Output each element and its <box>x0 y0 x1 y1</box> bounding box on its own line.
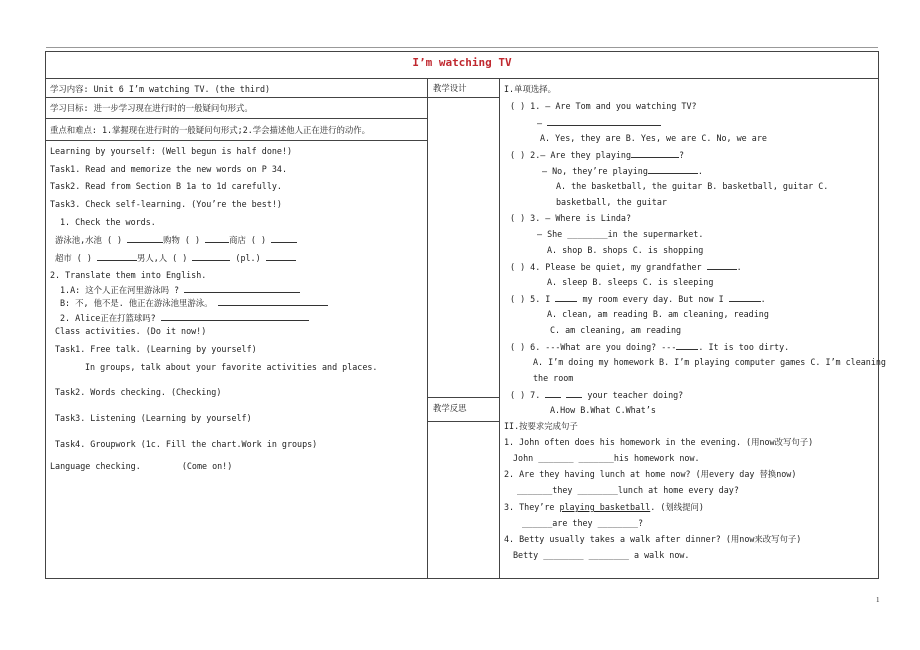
question-7: ( ) 7. your teacher doing? <box>510 390 684 400</box>
translate-1b: B: 不, 他不是. 他正在游泳池里游泳。 <box>60 297 328 308</box>
word-man: 男人,人 ( ) <box>136 253 188 263</box>
task1-free-talk: Task1. Free talk. (Learning by yourself) <box>55 344 257 354</box>
learning-content: 学习内容: Unit 6 I’m watching TV. (the third) <box>50 84 271 94</box>
word-store: 商店 ( ) <box>229 235 267 245</box>
blank-q5a[interactable] <box>555 293 577 302</box>
sentence-3: 3. They’re playing basketball. (划线提问) <box>504 502 704 512</box>
word-plural: (pl.) <box>235 253 261 263</box>
sentence-1-answer: John _______ _______his homework now. <box>513 453 700 463</box>
question-3: ( ) 3. — Where is Linda? <box>510 213 632 223</box>
question-4-options: A. sleep B. sleeps C. is sleeping <box>547 277 714 287</box>
task1-read: Task1. Read and memorize the new words on P 34. <box>50 164 287 174</box>
middle-row-1-bottom <box>428 97 499 98</box>
blank-plural[interactable] <box>266 252 296 261</box>
blank-q4[interactable] <box>707 261 737 270</box>
question-1: ( ) 1. — Are Tom and you watching TV? <box>510 101 697 111</box>
check-words: 1. Check the words. <box>60 217 156 227</box>
teaching-reflection-label: 教学反思 <box>433 403 467 413</box>
teaching-design-label: 教学设计 <box>433 83 467 93</box>
task3-listening: Task3. Listening (Learning by yourself) <box>55 413 252 423</box>
blank-q5b[interactable] <box>729 293 761 302</box>
blank-translate-1a[interactable] <box>184 284 300 293</box>
question-1-answer-line: — <box>537 117 661 128</box>
language-checking: Language checking. (Come on!) <box>50 461 233 471</box>
underlined-phrase: playing basketball <box>559 502 651 512</box>
task2-words-checking: Task2. Words checking. (Checking) <box>55 387 222 397</box>
translate-2: 2. Alice正在打篮球吗? <box>60 312 309 323</box>
question-2-options-cont: basketball, the guitar <box>556 197 667 207</box>
blank-q2b[interactable] <box>648 165 698 174</box>
task3-check: Task3. Check self-learning. (You’re the best!) <box>50 199 282 209</box>
section2-heading: II.按要求完成句子 <box>504 421 578 431</box>
page-number: 1 <box>876 596 880 604</box>
column-divider-1 <box>427 78 428 578</box>
blank-q7a[interactable] <box>545 389 561 398</box>
words-line-1 <box>55 234 297 245</box>
question-2-answer-line: — No, they’re playing . <box>542 166 703 176</box>
blank-store[interactable] <box>271 234 297 243</box>
middle-reflect-bottom <box>428 421 499 422</box>
word-pool: 游泳池,水池 ( ) <box>55 235 123 245</box>
blank-translate-2[interactable] <box>161 312 309 321</box>
question-5-options: A. clean, am reading B. am cleaning, reading <box>547 309 769 319</box>
question-5: ( ) 5. I my room every day. But now I . <box>510 294 766 304</box>
translate-1a: 1.A: 这个人正在河里游泳吗 ? <box>60 284 300 295</box>
sentence-4-answer: Betty ________ ________ a walk now. <box>513 550 690 560</box>
word-shopping: 购物 ( ) <box>163 235 201 245</box>
question-6-options: A. I’m doing my homework B. I’m playing computer games C. I’m cleaning <box>533 357 886 367</box>
sentence-2-answer: _______they ________lunch at home every day? <box>517 485 739 495</box>
sentence-4: 4. Betty usually takes a walk after dinner? (用now来改写句子) <box>504 534 802 544</box>
blank-shopping[interactable] <box>205 234 229 243</box>
section1-heading: I.单项选择。 <box>504 84 556 94</box>
question-4: ( ) 4. Please be quiet, my grandfather . <box>510 262 742 272</box>
question-5-options-cont: C. am cleaning, am reading <box>550 325 682 335</box>
question-3-answer-line: — She ________in the supermarket. <box>537 229 704 239</box>
blank-translate-1b[interactable] <box>218 297 328 306</box>
question-2-options: A. the basketball, the guitar B. basketball, guitar C. <box>556 181 829 191</box>
word-supermarket: 超市 ( ) <box>55 253 92 263</box>
question-1-options: A. Yes, they are B. Yes, we are C. No, we are <box>540 133 767 143</box>
translate-heading: 2. Translate them into English. <box>50 270 207 280</box>
question-2: ( ) 2.— Are they playing ? <box>510 150 685 160</box>
left-row-3-bottom <box>46 140 427 141</box>
question-3-options: A. shop B. shops C. is shopping <box>547 245 704 255</box>
left-row-1-bottom <box>46 97 427 98</box>
blank-supermarket[interactable] <box>97 252 137 261</box>
groups-talk: In groups, talk about your favorite activities and places. <box>85 362 378 372</box>
class-activities: Class activities. (Do it now!) <box>55 326 207 336</box>
blank-man[interactable] <box>192 252 230 261</box>
blank-q7b[interactable] <box>566 389 582 398</box>
blank-q1[interactable] <box>547 117 661 126</box>
learning-by-yourself: Learning by yourself: (Well begun is half done!) <box>50 146 293 156</box>
key-points: 重点和难点: 1.掌握现在进行时的一般疑问句形式;2.学会描述他人正在进行的动作。 <box>50 125 371 135</box>
column-divider-2 <box>499 78 500 578</box>
middle-reflect-top <box>428 397 499 398</box>
question-6: ( ) 6. ---What are you doing? --- . It is too dirty. <box>510 342 790 352</box>
task2-read: Task2. Read from Section B 1a to 1d carefully. <box>50 181 282 191</box>
sentence-3-answer: ______are they ________? <box>522 518 644 528</box>
title-row-bottom <box>46 78 878 79</box>
blank-q2a[interactable] <box>631 149 679 158</box>
blank-q6[interactable] <box>676 341 698 350</box>
sentence-2: 2. Are they having lunch at home now? (用every day 替换now) <box>504 469 797 479</box>
task4-groupwork: Task4. Groupwork (1c. Fill the chart.Work in groups) <box>55 439 318 449</box>
learning-goal: 学习目标: 进一步学习现在进行时的一般疑问句形式。 <box>50 103 253 113</box>
top-rule-thin <box>46 47 878 48</box>
words-line-2 <box>55 252 296 263</box>
sentence-1: 1. John often does his homework in the evening. (用now改写句子) <box>504 437 814 447</box>
page-title: I’m watching TV <box>412 56 512 69</box>
question-6-options-cont: the room <box>533 373 574 383</box>
question-7-options: A.How B.What C.What’s <box>550 405 656 415</box>
left-row-2-bottom <box>46 118 427 119</box>
blank-pool[interactable] <box>127 234 163 243</box>
